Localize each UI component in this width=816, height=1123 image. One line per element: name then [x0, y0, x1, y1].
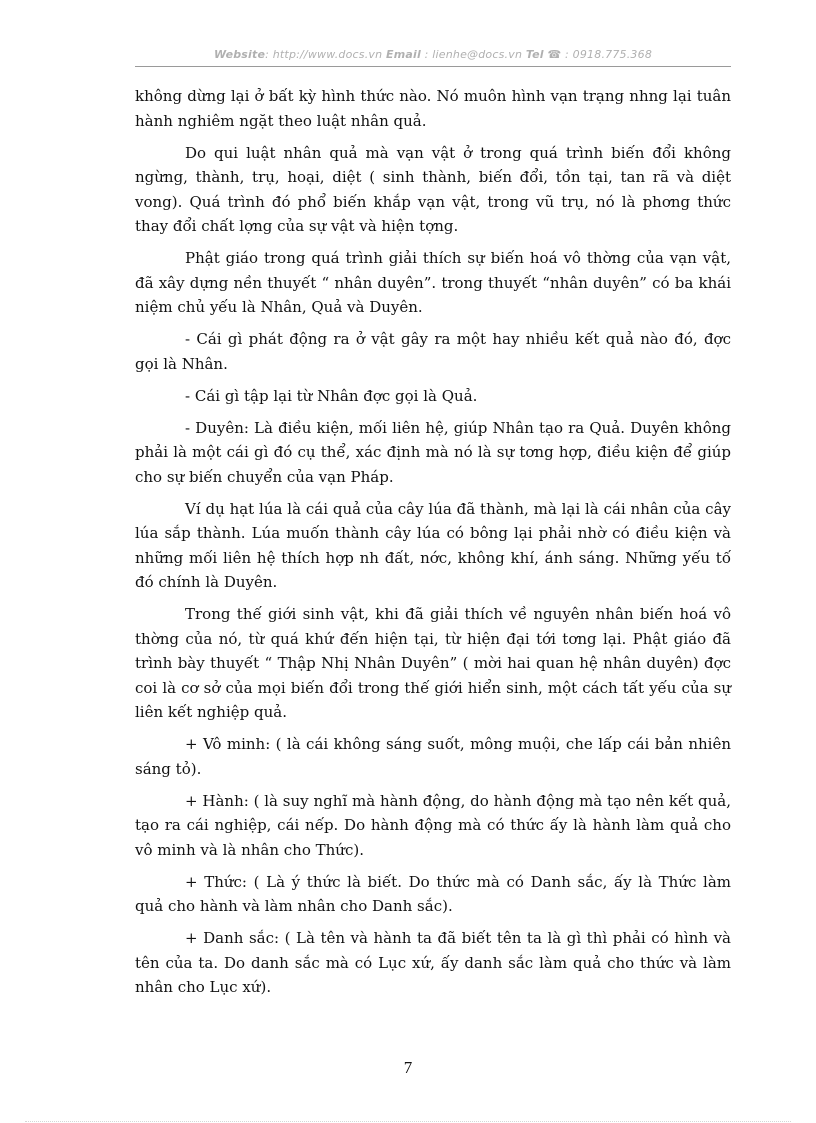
paragraph: không dừng lại ở bất kỳ hình thức nào. Nó muôn hình vạn trạng nhng lại tuân hành nghiêm ngặt theo luật nhân quả.: [135, 87, 731, 130]
website-label: Website: [213, 48, 266, 61]
paragraph: - Cái gì phát động ra ở vật gây ra một hay nhiều kết quả nào đó, đợc gọi là Nhân.: [135, 330, 731, 373]
page-header: [135, 48, 731, 61]
paragraph: Do qui luật nhân quả mà vạn vật ở trong quá trình biến đổi không ngừng, thành, trụ, hoại, diệt ( sinh thành, biến đổi, tồn tại, tan rã và diệt vong). Quá trình đó phổ biến khắp vạn vật, trong vũ trụ, nó là phơng thức thay đổi chất lợng của sự vật và hiện tợng.: [135, 143, 731, 235]
paragraph: Ví dụ hạt lúa là cái quả của cây lúa đã thành, mà lại là cái nhân của cây lúa sắp thành. Lúa muốn thành cây lúa có bông lại phải nhờ có điều kiện và những mối liên hệ thích hợp nh đất, nớc, không khí, ánh sáng. Những yếu tố đó chính là Duyên.: [135, 499, 731, 591]
email-value: : lienhe@docs.vn: [424, 48, 523, 61]
paragraph: + Vô minh: ( là cái không sáng suốt, mông muội, che lấp cái bản nhiên sáng tỏ).: [135, 735, 731, 778]
body-text: [135, 84, 731, 1007]
tel-label: Tel: [525, 48, 544, 61]
page-number: 7: [403, 1058, 413, 1077]
paragraph: + Danh sắc: ( Là tên và hành ta đã biết tên ta là gì thì phải có hình và tên của ta. Do danh sắc mà có Lục xứ, ấy danh sắc làm quả cho thức và làm nhân cho Lục xứ).: [135, 929, 731, 996]
paragraph: Phật giáo trong quá trình giải thích sự biến hoá vô thờng của vạn vật, đã xây dựng nền thuyết “ nhân duyên”. trong thuyết “nhân duyên” có ba khái niệm chủ yếu là Nhân, Quả và Duyên.: [135, 249, 731, 316]
paragraph: - Duyên: Là điều kiện, mối liên hệ, giúp Nhân tạo ra Quả. Duyên không phải là một cái gì đó cụ thể, xác định mà nó là sự tơng hợp, điều kiện để giúp cho sự biến chuyển của vạn Pháp.: [135, 418, 731, 486]
website-value: : http://www.docs.vn: [265, 48, 383, 61]
footer-divider: [25, 1121, 791, 1122]
tel-value: ☎ : 0918.775.368: [547, 48, 653, 61]
email-label: Email: [386, 48, 421, 61]
paragraph: + Thức: ( Là ý thức là biết. Do thức mà có Danh sắc, ấy là Thức làm quả cho hành và làm nhân cho Danh sắc).: [135, 872, 731, 915]
paragraph: Trong thế giới sinh vật, khi đã giải thích về nguyên nhân biến hoá vô thờng của nó, từ quá khứ đến hiện tại, từ hiện đại tới tơng lại. Phật giáo đã trình bày thuyết “ Thập Nhị Nhân Duyên” ( mời hai quan hệ nhân duyên) đợc coi là cơ sở của mọi biến đổi trong thế giới hiển sinh, một cách tất yếu của sự liên kết nghiệp quả.: [135, 605, 731, 721]
header-divider: [135, 66, 731, 67]
paragraph: - Cái gì tập lại từ Nhân đợc gọi là Quả.: [185, 386, 478, 405]
paragraph: + Hành: ( là suy nghĩ mà hành động, do hành động mà tạo nên kết quả, tạo ra cái nghiệp, cái nếp. Do hành động mà có thức ấy là hành làm quả cho vô minh và là nhân cho Thức).: [135, 791, 731, 859]
